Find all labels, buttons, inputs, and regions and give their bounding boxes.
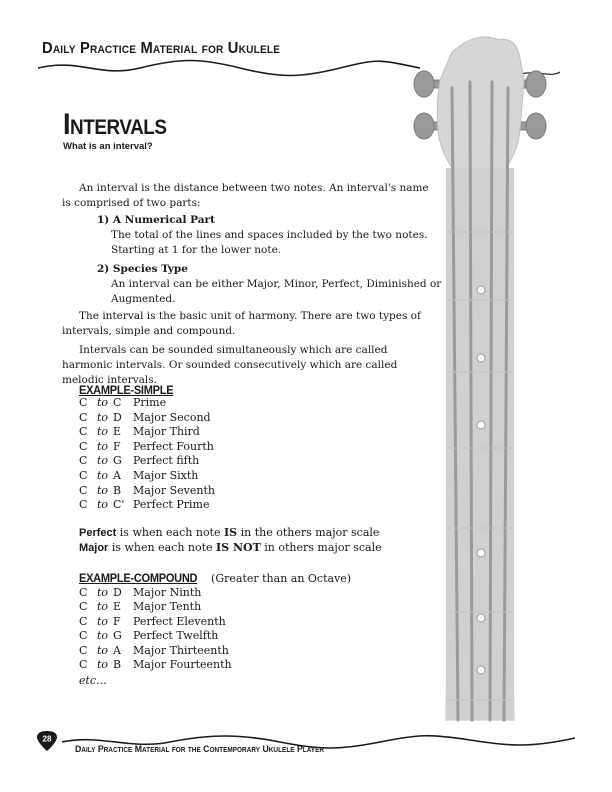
interval-name: Prime — [133, 396, 167, 409]
part-1-text: The total of the lines and spaces included by the two notes. Starting at 1 for the lower note. — [111, 229, 428, 256]
interval-to-note: B — [113, 658, 122, 671]
interval-to-word: to — [97, 498, 109, 512]
perfect-text-b: in the others major scale — [237, 526, 380, 539]
interval-name: Perfect Eleventh — [133, 614, 226, 628]
interval-from-note: C — [79, 396, 88, 409]
compound-heading-note: (Greater than an Octave) — [207, 572, 352, 585]
harmony-paragraph: The interval is the basic unit of harmony. There are two types of intervals, simple and compound. — [62, 310, 421, 337]
interval-from-note: C — [79, 658, 88, 671]
major-text-b: in others major scale — [260, 541, 382, 554]
interval-name: Major Second — [133, 410, 211, 424]
interval-from-note: C — [79, 600, 88, 614]
interval-to-note: D — [113, 586, 122, 599]
interval-to-note: G — [113, 629, 122, 643]
compound-heading-text: EXAMPLE-COMPOUND — [79, 571, 198, 585]
perfect-word: Perfect — [79, 527, 117, 539]
page-subtitle: What is an interval? — [63, 141, 153, 152]
interval-to-word: to — [97, 614, 109, 628]
interval-name: Major Third — [133, 425, 200, 439]
interval-name: Major Sixth — [133, 469, 199, 482]
interval-to-word: to — [97, 600, 109, 614]
interval-from-note: C — [79, 410, 88, 424]
interval-to-word: to — [97, 629, 109, 643]
simple-heading-text: EXAMPLE-SIMPLE — [79, 383, 174, 397]
part-2 — [97, 262, 442, 307]
header-title: Daily Practice Material for Ukulele — [42, 40, 281, 57]
interval-from-note: C — [79, 586, 88, 599]
interval-to-word: to — [97, 410, 109, 424]
compound-heading — [79, 571, 351, 585]
interval-to-word: to — [97, 425, 109, 439]
interval-from-note: C — [79, 629, 88, 643]
interval-to-word: to — [97, 483, 109, 497]
perfect-is: IS — [224, 526, 238, 539]
major-definition — [79, 540, 382, 556]
perfect-definition — [79, 525, 379, 541]
interval-to-word: to — [97, 439, 109, 453]
interval-to-word: to — [97, 396, 109, 409]
interval-name: Major Fourteenth — [133, 658, 232, 671]
part-1 — [97, 213, 442, 258]
interval-name: Major Ninth — [133, 586, 202, 599]
interval-from-note: C — [79, 469, 88, 482]
part-1-label: 1) A Numerical Part — [97, 214, 215, 226]
perfect-text-a: is when each note — [116, 526, 224, 539]
interval-to-note: F — [113, 439, 121, 453]
interval-to-word: to — [97, 643, 109, 657]
page-number: 28 — [42, 734, 52, 744]
major-isnot: IS NOT — [216, 541, 261, 554]
interval-to-note: E — [113, 600, 122, 614]
interval-to-word: to — [97, 586, 109, 599]
interval-name: Major Thirteenth — [133, 643, 229, 657]
footer-title: Daily Practice Material for the Contemporary Ukulele Player — [75, 744, 325, 755]
intro-paragraph: An interval is the distance between two notes. An interval's name is comprised of two parts: — [62, 182, 429, 209]
interval-to-note: C' — [113, 498, 125, 512]
interval-to-note: E — [113, 425, 122, 439]
interval-name: Perfect Fourth — [133, 439, 214, 453]
interval-name: Perfect Twelfth — [133, 629, 219, 643]
interval-from-note: C — [79, 425, 88, 439]
interval-from-note: C — [79, 439, 88, 453]
interval-to-word: to — [97, 454, 109, 468]
etc-text: etc... — [79, 674, 107, 687]
interval-name: Perfect fifth — [133, 454, 200, 468]
interval-to-word: to — [97, 658, 109, 671]
interval-to-note: B — [113, 483, 122, 497]
interval-name: Major Seventh — [133, 483, 215, 497]
interval-from-note: C — [79, 454, 88, 468]
interval-to-note: F — [113, 614, 121, 628]
harmonic-melodic-paragraph: Intervals can be sounded simultaneously which are called harmonic intervals. Or sounded consecutively which are called melodic intervals. — [62, 344, 398, 386]
interval-from-note: C — [79, 483, 88, 497]
page-number-badge — [36, 730, 58, 752]
interval-to-note: A — [113, 469, 121, 482]
interval-from-note: C — [79, 643, 88, 657]
page-title: Intervals — [63, 108, 167, 141]
interval-name: Major Tenth — [133, 600, 202, 614]
interval-to-note: A — [113, 643, 121, 657]
interval-to-note: D — [113, 410, 122, 424]
interval-name: Perfect Prime — [133, 498, 210, 512]
interval-from-note: C — [79, 614, 88, 628]
interval-from-note: C — [79, 498, 88, 512]
major-word: Major — [79, 542, 109, 554]
major-text-a: is when each note — [108, 541, 217, 554]
interval-to-note: G — [113, 454, 122, 468]
interval-to-word: to — [97, 469, 109, 482]
interval-to-note: C — [113, 396, 122, 409]
part-2-text: An interval can be either Major, Minor, Perfect, Diminished or Augmented. — [111, 278, 442, 305]
part-2-label: 2) Species Type — [97, 263, 188, 275]
